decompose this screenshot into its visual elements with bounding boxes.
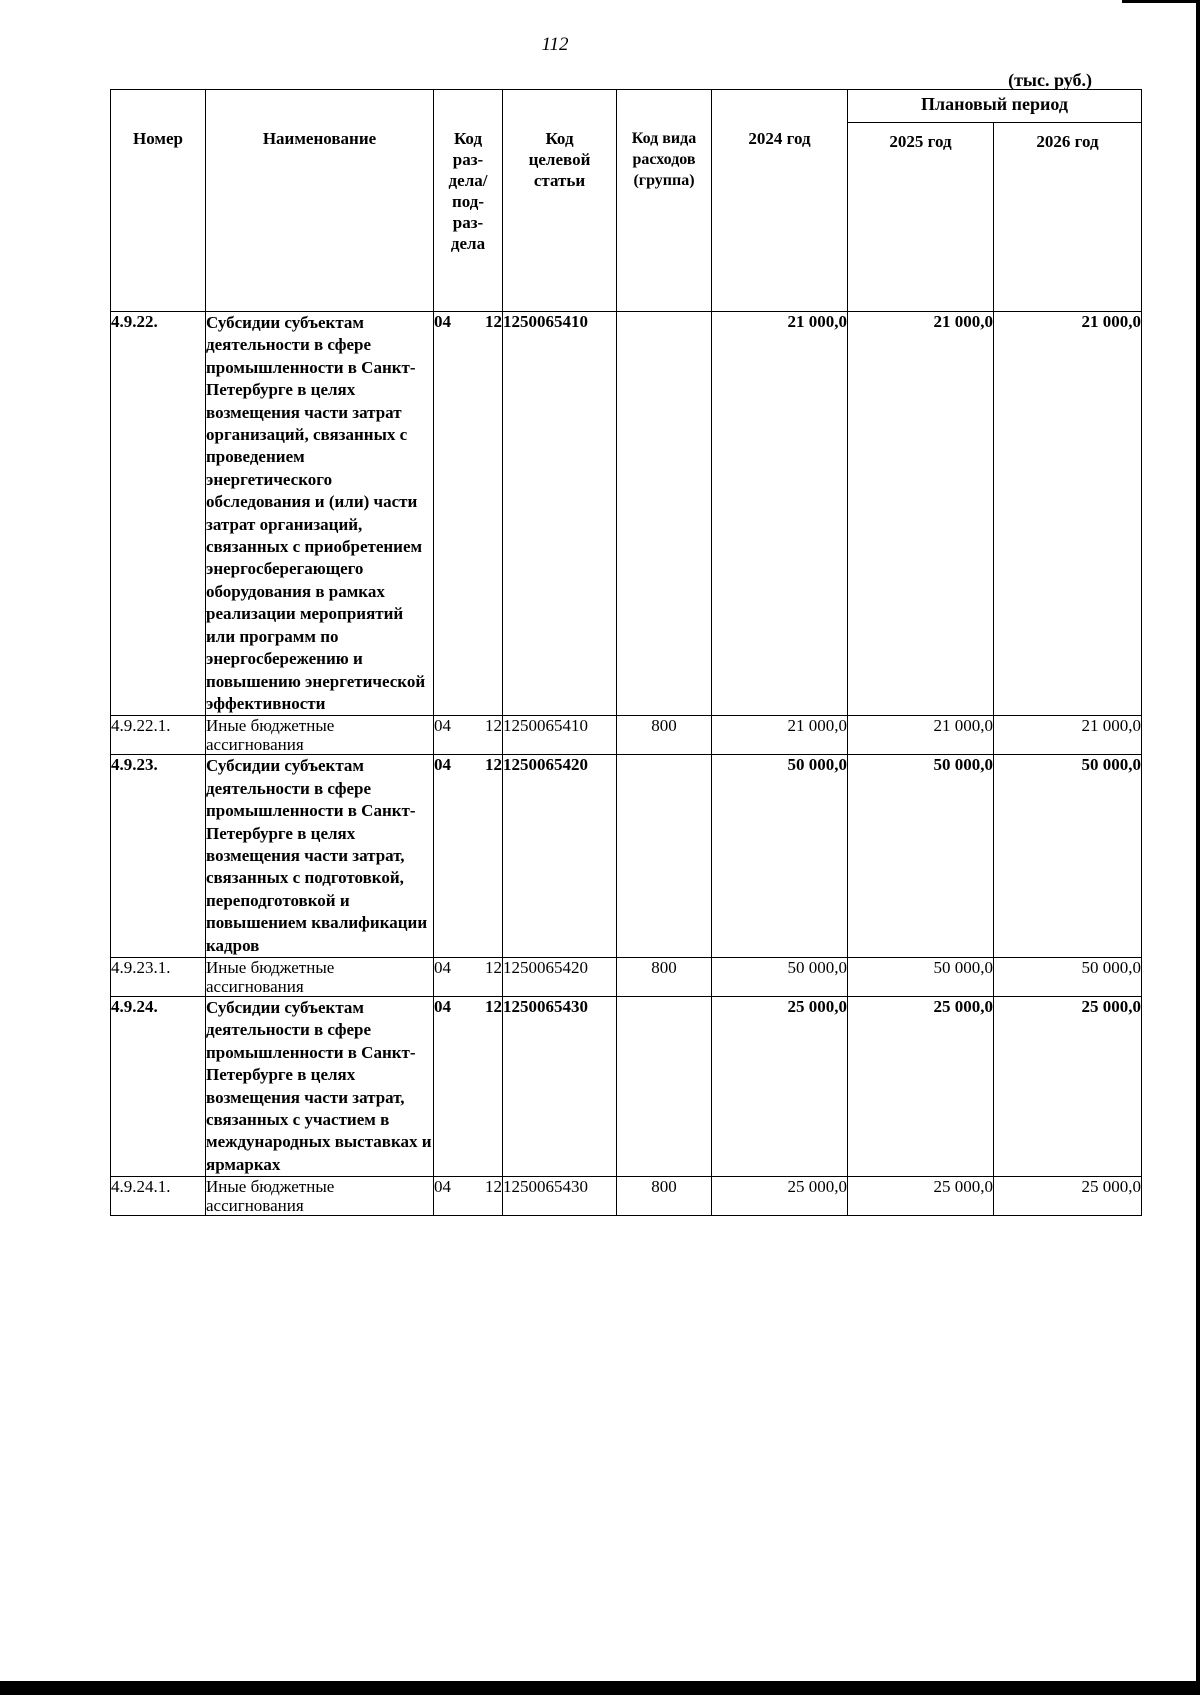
table-row <box>111 1177 1142 1216</box>
row-section-code <box>434 1177 503 1216</box>
row-target-code: 1250065430 <box>503 996 617 1176</box>
header-expense-type: Код вида расходов (группа) <box>617 90 712 312</box>
section-code: 04 <box>434 716 451 736</box>
row-name: Субсидии субъектам деятельности в сфере промышленности в Санкт-Петербурге в целях возмещения части затрат, связанных с подготовкой, переподготовкой и повышением квалификации кадров <box>206 755 434 958</box>
row-amount-2026: 25 000,0 <box>994 996 1142 1176</box>
scan-edge-right <box>1196 0 1200 1695</box>
header-section-code: Код раз- дела/ под- раз- дела <box>434 90 503 312</box>
row-name: Иные бюджетные ассигнования <box>206 1177 434 1216</box>
scan-edge-bottom <box>0 1681 1200 1695</box>
section-code: 04 <box>434 1177 451 1197</box>
budget-table <box>110 89 1142 1216</box>
row-expense-type <box>617 755 712 958</box>
row-amount-2025: 50 000,0 <box>848 957 994 996</box>
row-expense-type <box>617 996 712 1176</box>
row-number: 4.9.23. <box>111 755 206 958</box>
subsection-code: 12 <box>485 312 502 331</box>
row-amount-2024: 50 000,0 <box>712 755 848 958</box>
row-amount-2026: 21 000,0 <box>994 716 1142 755</box>
units-label: (тыс. руб.) <box>1008 70 1092 90</box>
row-target-code: 1250065430 <box>503 1177 617 1216</box>
header-name: Наименование <box>206 90 434 312</box>
section-code: 04 <box>434 996 451 1016</box>
row-target-code: 1250065420 <box>503 755 617 958</box>
table-row <box>111 716 1142 755</box>
subsection-code: 12 <box>485 755 502 775</box>
row-name: Иные бюджетные ассигнования <box>206 716 434 755</box>
subsection-code: 12 <box>485 957 502 977</box>
row-expense-type: 800 <box>617 716 712 755</box>
section-code: 04 <box>434 957 451 977</box>
row-amount-2025: 21 000,0 <box>848 312 994 716</box>
table-row <box>111 957 1142 996</box>
page-number: 112 <box>541 34 569 55</box>
row-amount-2026: 21 000,0 <box>994 312 1142 716</box>
header-year-2025: 2025 год <box>848 123 994 312</box>
row-amount-2024: 21 000,0 <box>712 312 848 716</box>
row-target-code: 1250065420 <box>503 957 617 996</box>
row-amount-2024: 50 000,0 <box>712 957 848 996</box>
row-target-code: 1250065410 <box>503 716 617 755</box>
row-amount-2025: 21 000,0 <box>848 716 994 755</box>
row-amount-2024: 25 000,0 <box>712 996 848 1176</box>
header-number: Номер <box>111 90 206 312</box>
row-section-code <box>434 996 503 1176</box>
row-number: 4.9.22.1. <box>111 716 206 755</box>
row-name: Субсидии субъектам деятельности в сфере промышленности в Санкт-Петербурге в целях возмещения части затрат организаций, связанных с проведением энергетического обследования и (или) части затрат организаций, связанных с приобретением энергосберегающего оборудования в рамках реализации мероприятий или программ по энергосбережению и повышению энергетической эффективности <box>206 312 434 716</box>
row-amount-2025: 50 000,0 <box>848 755 994 958</box>
subsection-code: 12 <box>485 716 502 736</box>
row-amount-2026: 50 000,0 <box>994 957 1142 996</box>
row-name: Иные бюджетные ассигнования <box>206 957 434 996</box>
section-code: 04 <box>434 312 451 331</box>
row-name: Субсидии субъектам деятельности в сфере промышленности в Санкт-Петербурге в целях возмещения части затрат, связанных с участием в международных выставках и ярмарках <box>206 996 434 1176</box>
row-number: 4.9.23.1. <box>111 957 206 996</box>
subsection-code: 12 <box>485 996 502 1016</box>
row-amount-2026: 50 000,0 <box>994 755 1142 958</box>
row-amount-2026: 25 000,0 <box>994 1177 1142 1216</box>
row-amount-2024: 21 000,0 <box>712 716 848 755</box>
row-section-code <box>434 755 503 958</box>
row-target-code: 1250065410 <box>503 312 617 716</box>
table-row <box>111 312 1142 716</box>
header-year-2026: 2026 год <box>994 123 1142 312</box>
header-year-2024: 2024 год <box>712 90 848 312</box>
row-number: 4.9.22. <box>111 312 206 716</box>
row-amount-2025: 25 000,0 <box>848 1177 994 1216</box>
row-expense-type: 800 <box>617 1177 712 1216</box>
subsection-code: 12 <box>485 1177 502 1197</box>
row-section-code <box>434 957 503 996</box>
row-section-code <box>434 312 503 716</box>
header-target-code: Код целевой статьи <box>503 90 617 312</box>
row-number: 4.9.24. <box>111 996 206 1176</box>
table-row <box>111 755 1142 958</box>
row-amount-2024: 25 000,0 <box>712 1177 848 1216</box>
table-row <box>111 996 1142 1176</box>
scan-edge-top <box>1122 0 1200 3</box>
row-expense-type: 800 <box>617 957 712 996</box>
header-planned-period: Плановый период <box>848 90 1142 123</box>
row-number: 4.9.24.1. <box>111 1177 206 1216</box>
row-amount-2025: 25 000,0 <box>848 996 994 1176</box>
row-section-code <box>434 716 503 755</box>
section-code: 04 <box>434 755 451 775</box>
row-expense-type <box>617 312 712 716</box>
